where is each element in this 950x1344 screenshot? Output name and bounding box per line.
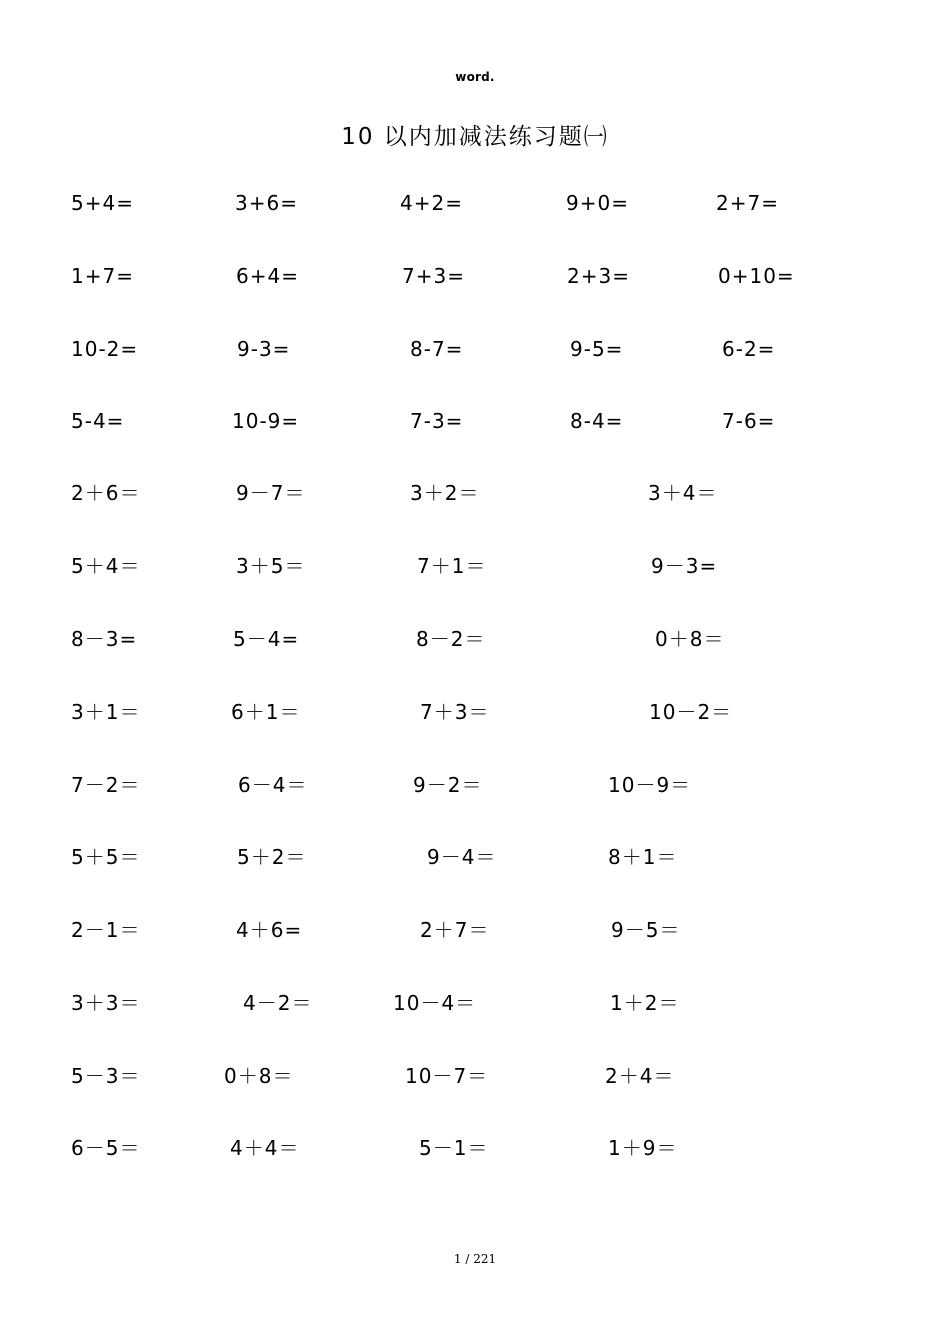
problem-item: 9-3= <box>237 337 291 361</box>
problem-item: 5+4= <box>71 191 134 215</box>
problem-item: 4＋4＝ <box>230 1136 300 1160</box>
problem-item: 7＋1＝ <box>417 554 487 578</box>
problem-item: 4+2= <box>400 191 463 215</box>
problem-item: 10－9＝ <box>608 773 692 797</box>
problem-item: 3＋3＝ <box>71 991 141 1015</box>
problem-item: 1＋9＝ <box>608 1136 678 1160</box>
problem-item: 5-4= <box>71 409 125 433</box>
problem-item: 2＋7＝ <box>420 918 490 942</box>
problem-item: 6+4= <box>236 264 299 288</box>
problem-item: 7－2＝ <box>71 773 141 797</box>
problem-item: 9－7＝ <box>236 481 306 505</box>
problem-item: 1＋2＝ <box>610 991 680 1015</box>
problem-item: 2＋6＝ <box>71 481 141 505</box>
problem-item: 4＋6= <box>236 918 303 942</box>
problem-item: 0+10= <box>718 264 795 288</box>
problem-item: 8－2＝ <box>416 627 486 651</box>
problem-item: 5＋2＝ <box>237 845 307 869</box>
problem-item: 7＋3＝ <box>420 700 490 724</box>
problem-item: 5－1＝ <box>419 1136 489 1160</box>
problem-item: 9－5＝ <box>611 918 681 942</box>
problem-item: 8＋1＝ <box>608 845 678 869</box>
problem-item: 0＋8＝ <box>224 1064 294 1088</box>
problem-item: 3+6= <box>235 191 298 215</box>
problem-item: 8－3= <box>71 627 138 651</box>
problem-item: 4－2＝ <box>243 991 313 1015</box>
problem-item: 5－4= <box>233 627 300 651</box>
problem-item: 3＋1＝ <box>71 700 141 724</box>
problem-item: 7-3= <box>410 409 464 433</box>
problem-item: 5＋5＝ <box>71 845 141 869</box>
problem-item: 9－2＝ <box>413 773 483 797</box>
problem-item: 7+3= <box>402 264 465 288</box>
problem-item: 10-9= <box>232 409 300 433</box>
problem-item: 10－7＝ <box>405 1064 489 1088</box>
problem-item: 10-2= <box>71 337 139 361</box>
problem-item: 5＋4＝ <box>71 554 141 578</box>
problem-item: 9-5= <box>570 337 624 361</box>
page-title: 10 以内加减法练习题㈠ <box>341 124 609 150</box>
problem-item: 5－3＝ <box>71 1064 141 1088</box>
header-label: word. <box>455 70 495 84</box>
problem-item: 2＋4＝ <box>605 1064 675 1088</box>
problem-item: 2+3= <box>567 264 630 288</box>
problem-item: 9－3= <box>651 554 718 578</box>
problem-item: 0＋8＝ <box>655 627 725 651</box>
page-number: 1 / 221 <box>453 1252 497 1266</box>
problem-item: 10－2＝ <box>649 700 733 724</box>
problem-item: 6－4＝ <box>238 773 308 797</box>
problem-item: 6-2= <box>722 337 776 361</box>
problem-item: 3＋2＝ <box>410 481 480 505</box>
problem-item: 1+7= <box>71 264 134 288</box>
problem-item: 7-6= <box>722 409 776 433</box>
problem-item: 2－1＝ <box>71 918 141 942</box>
problem-item: 9－4＝ <box>427 845 497 869</box>
problem-item: 8-4= <box>570 409 624 433</box>
problem-item: 9+0= <box>566 191 629 215</box>
problem-item: 10－4＝ <box>393 991 477 1015</box>
problem-item: 6－5＝ <box>71 1136 141 1160</box>
problem-item: 3＋5＝ <box>236 554 306 578</box>
problem-item: 2+7= <box>716 191 779 215</box>
problem-item: 3＋4＝ <box>648 481 718 505</box>
problem-item: 6＋1＝ <box>231 700 301 724</box>
problem-item: 8-7= <box>410 337 464 361</box>
